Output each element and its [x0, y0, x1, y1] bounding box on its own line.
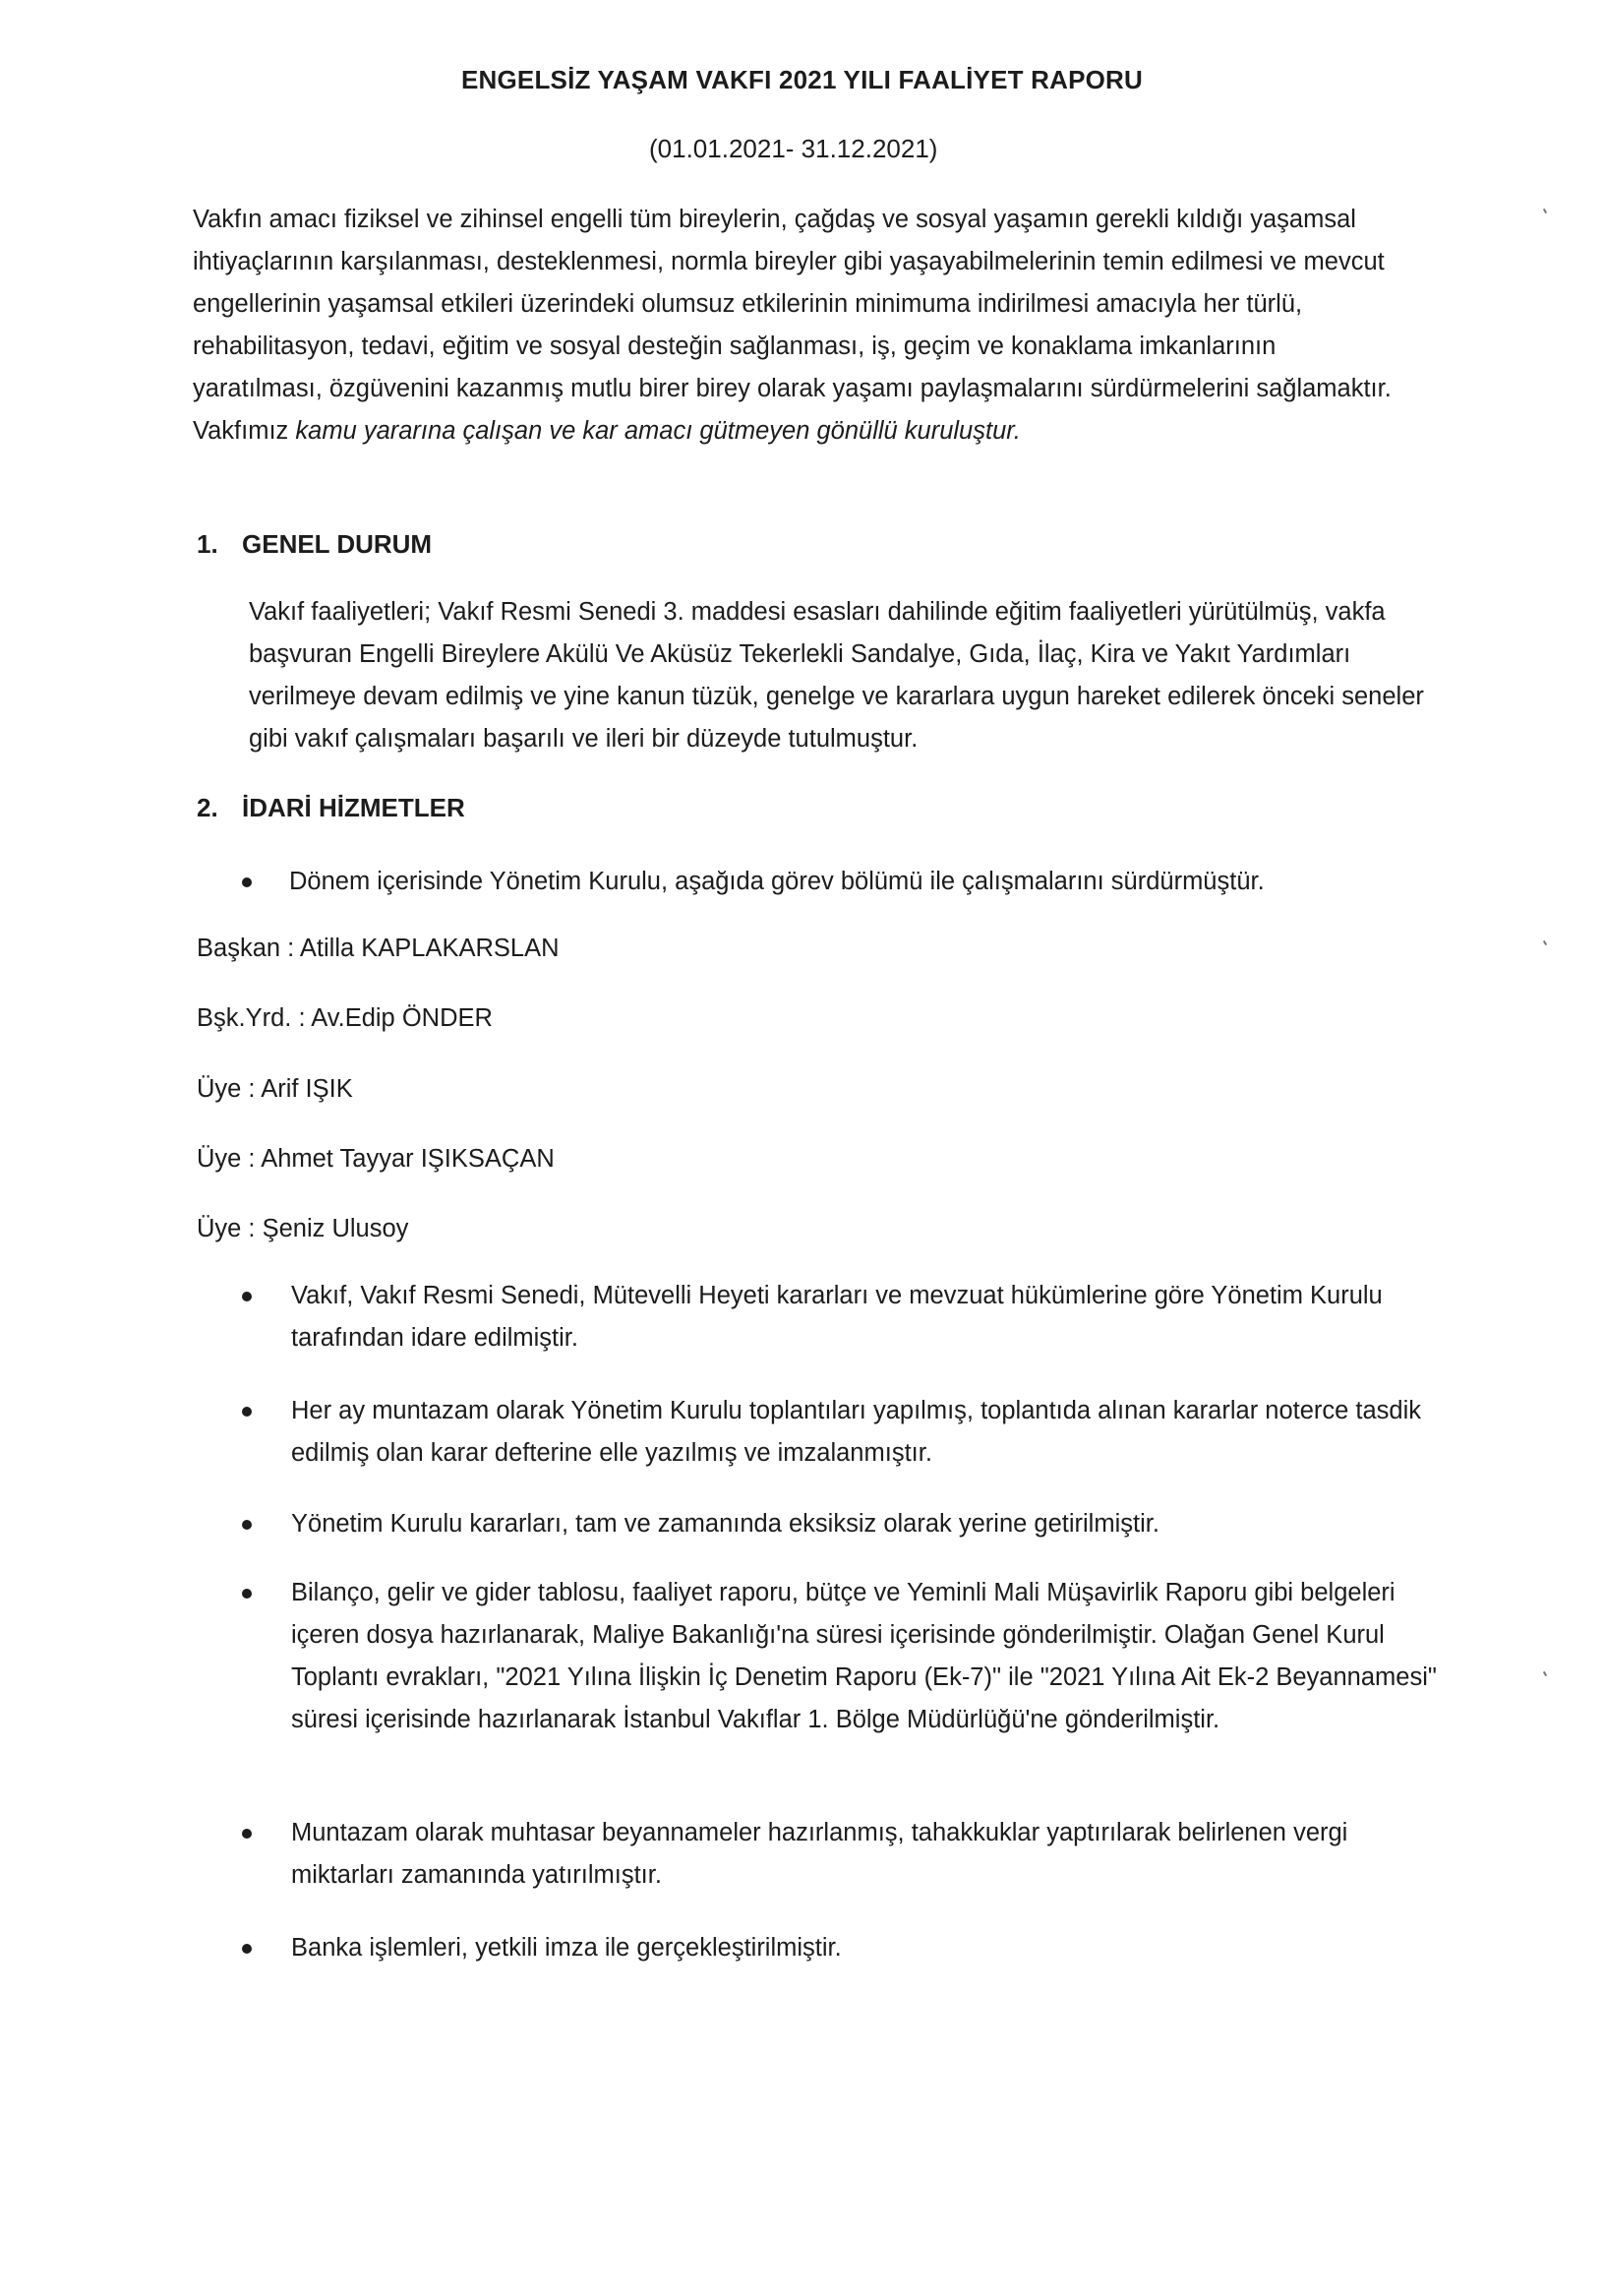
bullet-icon	[242, 1589, 252, 1599]
section-title: GENEL DURUM	[242, 529, 433, 559]
document-title: ENGELSİZ YAŞAM VAKFI 2021 YILI FAALİYET RAPORU	[460, 65, 1144, 94]
bullet-text: Muntazam olarak muhtasar beyannameler hazırlanmış, tahakkuklar yaptırılarak belirlenen vergi miktarları zamanında yatırılmıştır.	[291, 1819, 1348, 1889]
section-number: 1.	[197, 529, 218, 559]
bullet-text: Banka işlemleri, yetkili imza ile gerçekleştirilmiştir.	[291, 1934, 842, 1962]
bullet-text: Vakıf, Vakıf Resmi Senedi, Mütevelli Heyeti kararları ve mevzuat hükümlerine göre Yönetim Kurulu tarafından idare edilmiştir.	[291, 1282, 1383, 1352]
section-title: İDARİ HİZMETLER	[242, 793, 465, 822]
board-member: Üye : Ahmet Tayyar IŞIKSAÇAN	[197, 1145, 555, 1173]
bullet-text: Dönem içerisinde Yönetim Kurulu, aşağıda görev bölümü ile çalışmalarını sürdürmüştür.	[289, 868, 1265, 895]
scan-speck	[1543, 1671, 1547, 1676]
intro-italic-text: kamu yararına çalışan ve kar amacı gütmeyen gönüllü kuruluştur.	[295, 417, 1021, 445]
genel-durum-paragraph: Vakıf faaliyetleri; Vakıf Resmi Senedi 3. maddesi esasları dahilinde eğitim faaliyetleri yürütülmüş, vakfa başvuran Engelli Bireylere Akülü Ve Aküsüz Tekerlekli Sandalye, Gıda, İlaç, Kira ve Yakıt Yardımları verilmeye devam edilmiş ve yine kanun tüzük, genelge ve kararlara uygun hareket edilerek önceki seneler gibi vakıf çalışmaları başarılı ve ileri bir düzeyde tutulmuştur.	[249, 598, 1424, 753]
board-member: Başkan : Atilla KAPLAKARSLAN	[197, 935, 560, 962]
date-range: (01.01.2021- 31.12.2021)	[649, 134, 938, 163]
intro-paragraph	[193, 199, 1402, 453]
scan-speck	[1543, 209, 1547, 213]
board-member: Üye : Şeniz Ulusoy	[197, 1215, 409, 1242]
bullet-icon	[242, 1407, 252, 1417]
bullet-icon	[242, 1944, 252, 1954]
section-number: 2.	[197, 793, 218, 822]
bullet-icon	[242, 1292, 252, 1301]
board-member: Üye : Arif IŞIK	[197, 1075, 353, 1103]
section-heading-genel-durum	[197, 529, 432, 560]
bullet-text: Yönetim Kurulu kararları, tam ve zamanında eksiksiz olarak yerine getirilmiştir.	[291, 1510, 1159, 1538]
section-heading-idari-hizmetler	[197, 793, 465, 823]
bullet-icon	[242, 1829, 252, 1839]
bullet-text: Bilanço, gelir ve gider tablosu, faaliyet raporu, bütçe ve Yeminli Mali Müşavirlik Raporu gibi belgeleri içeren dosya hazırlanarak, Maliye Bakanlığı'na süresi içerisinde gönderilmiştir. Olağan Genel Kurul Toplantı evrakları, "2021 Yılına İlişkin İç Denetim Raporu (Ek-7)" ile "2021 Yılına Ait Ek-2 Beyannamesi" süresi içerisinde hazırlanarak İstanbul Vakıflar 1. Bölge Müdürlüğü'ne gönderilmiştir.	[291, 1579, 1437, 1733]
scan-speck	[1543, 940, 1547, 945]
bullet-text: Her ay muntazam olarak Yönetim Kurulu toplantıları yapılmış, toplantıda alınan kararlar noterce tasdik edilmiş olan karar defterine elle yazılmış ve imzalanmıştır.	[291, 1397, 1422, 1467]
bullet-icon	[242, 877, 252, 887]
bullet-icon	[242, 1520, 252, 1530]
board-member: Bşk.Yrd. : Av.Edip ÖNDER	[197, 1004, 493, 1032]
intro-text: Vakfın amacı fiziksel ve zihinsel engelli tüm bireylerin, çağdaş ve sosyal yaşamın gerekli kıldığı yaşamsal ihtiyaçlarının karşılanması, desteklenmesi, normla bireyler gibi yaşayabilmelerinin temin edilmesi ve mevcut engellerinin yaşamsal etkileri üzerindeki olumsuz etkilerinin minimuma indirilmesi amacıyla her türlü, rehabilitasyon, tedavi, eğitim ve sosyal desteğin sağlanması, iş, geçim ve konaklama imkanlarının yaratılması, özgüvenini kazanmış mutlu birer birey olarak yaşamı paylaşmalarını sürdürmelerini sağlamaktır. Vakfımız	[193, 206, 1392, 445]
